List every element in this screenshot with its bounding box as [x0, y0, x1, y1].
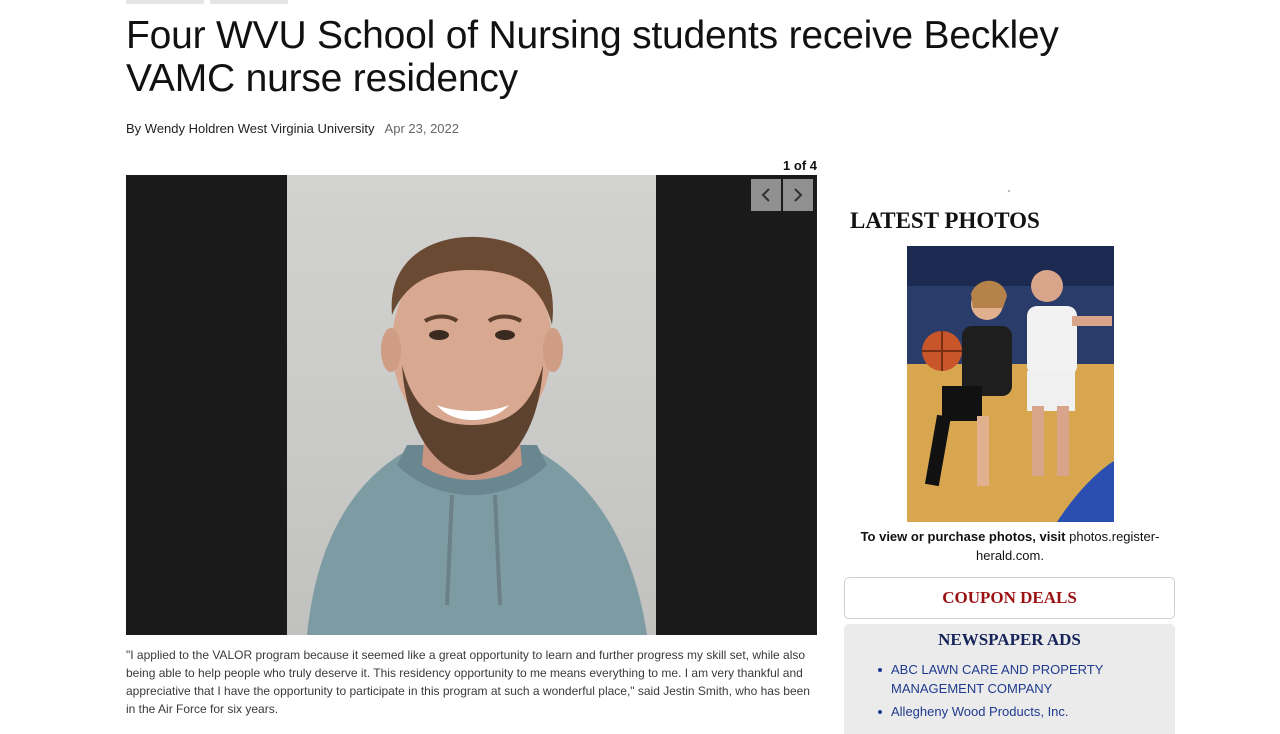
portrait-illustration — [287, 175, 656, 635]
latest-photos-caption — [850, 527, 1170, 565]
gallery-next-button[interactable] — [783, 179, 813, 211]
photo-gallery[interactable] — [126, 175, 817, 635]
photo-caption: "I applied to the VALOR program because it seemed like a great opportunity to learn and further progress my skill set, while also being able to help people who truly deserve it. This residency opportunity to me means everything to me. I am very thankful and appreciative that I have the opportunity to participate in this program at such a wonderful place," said Jestin Smith, who has been in the Air Force for six years. — [126, 648, 810, 716]
publish-date: Apr 23, 2022 — [384, 121, 459, 136]
gallery-counter: 1 of 4 — [783, 158, 817, 173]
latest-photo-thumbnail[interactable] — [907, 246, 1114, 522]
top-tab[interactable] — [126, 0, 204, 4]
ad-list-item — [891, 702, 1175, 721]
divider-dot — [1008, 190, 1010, 192]
coupon-deals-button[interactable]: COUPON DEALS — [844, 577, 1175, 619]
article-headline: Four WVU School of Nursing students receive Beckley VAMC nurse residency — [126, 14, 1059, 100]
latest-photos-heading: LATEST PHOTOS — [850, 208, 1040, 233]
photos-site-link[interactable]: photos.register-herald.com. — [976, 529, 1160, 563]
byline-author[interactable]: By Wendy Holdren West Virginia University — [126, 121, 375, 136]
ad-link[interactable]: ABC LAWN CARE AND PROPERTY MANAGEMENT COMPANY — [891, 662, 1104, 696]
byline — [126, 121, 459, 136]
basketball-photo-illustration — [907, 246, 1114, 522]
top-tabs — [126, 0, 288, 4]
chevron-right-icon — [791, 187, 805, 203]
ads-list — [844, 660, 1175, 721]
latest-caption-label: To view or purchase photos, visit — [860, 529, 1066, 544]
ad-link[interactable]: Allegheny Wood Products, Inc. — [891, 704, 1069, 719]
chevron-left-icon — [759, 187, 773, 203]
gallery-photo[interactable] — [287, 175, 656, 635]
top-tab[interactable] — [210, 0, 288, 4]
ad-list-item — [891, 660, 1175, 698]
newspaper-ads-panel — [844, 624, 1175, 734]
newspaper-ads-heading: NEWSPAPER ADS — [938, 630, 1081, 649]
gallery-prev-button[interactable] — [751, 179, 781, 211]
